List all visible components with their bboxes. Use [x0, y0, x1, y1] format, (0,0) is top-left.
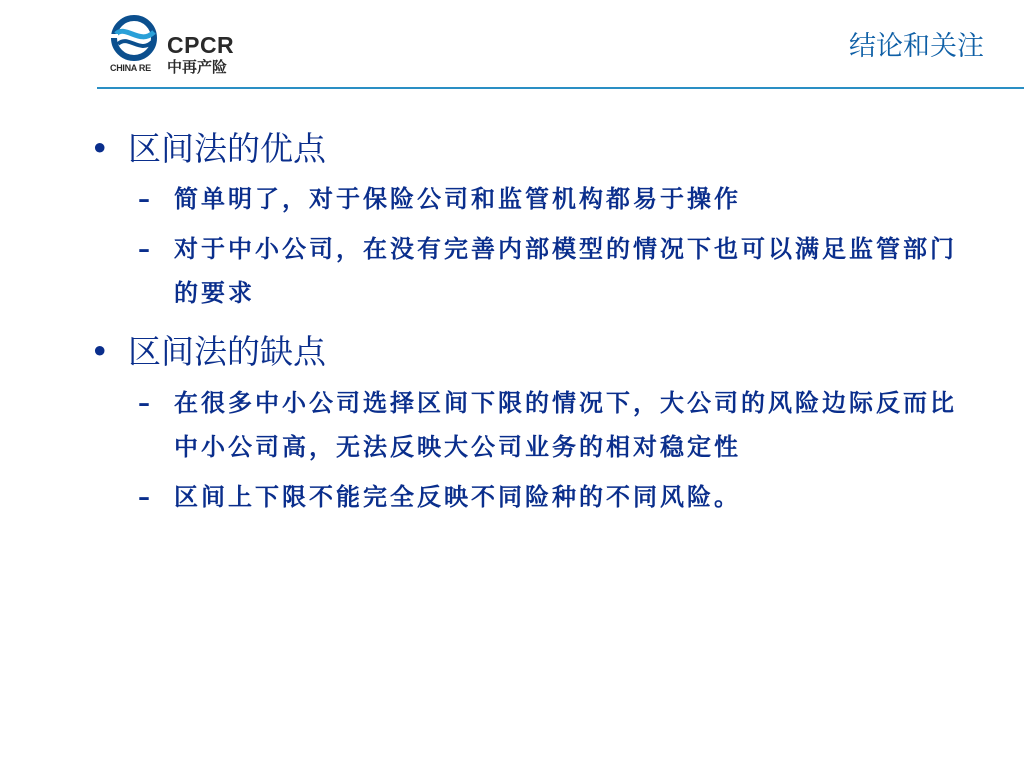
- sub-bullet-advantage-2: – 对于中小公司，在没有完善内部模型的情况下也可以满足监管部门的要求: [88, 227, 978, 315]
- logo-english-name: CHINA RE: [110, 63, 151, 73]
- header-divider: [97, 87, 1024, 89]
- logo-chinese-name: 中再产险: [167, 58, 228, 76]
- logo-brand-text: CPCR: [167, 32, 235, 58]
- company-logo: [110, 12, 260, 78]
- slide-body: [88, 128, 978, 519]
- sub-bullet-disadvantage-1: – 在很多中小公司选择区间下限的情况下，大公司的风险边际反而比中小公司高，无法反映大公司业务的相对稳定性: [88, 381, 978, 469]
- china-re-emblem-icon: [110, 12, 166, 68]
- sub-bullet-advantage-1: – 简单明了，对于保险公司和监管机构都易于操作: [88, 177, 978, 221]
- bullet-advantages: • 区间法的优点: [88, 128, 978, 169]
- slide-title: 结论和关注: [849, 31, 984, 62]
- bullet-disadvantages: • 区间法的缺点: [88, 331, 978, 372]
- sub-bullet-disadvantage-2: – 区间上下限不能完全反映不同险种的不同风险。: [88, 475, 978, 519]
